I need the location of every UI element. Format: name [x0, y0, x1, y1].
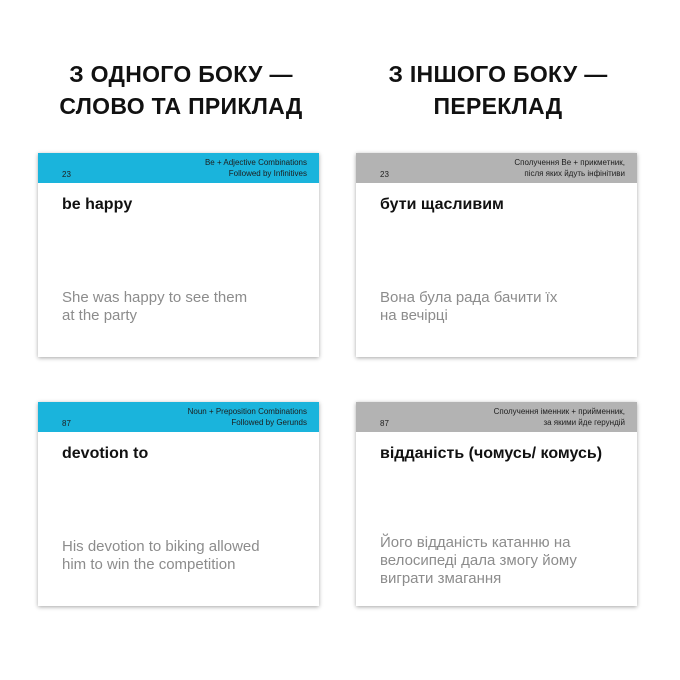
title-line: З ІНШОГО БОКУ — [388, 61, 608, 87]
card-header [356, 402, 637, 432]
card-category-line: за якими йде герундій [543, 418, 625, 427]
card-word: be happy [62, 196, 133, 213]
card-example-line: at the party [62, 307, 138, 324]
card-header [356, 153, 637, 183]
card-category [425, 406, 625, 428]
card-example-line: велосипеді дала змогу йому [380, 552, 577, 569]
card-example-line: на вечірці [380, 307, 448, 324]
card-example-line: him to win the competition [62, 556, 236, 573]
flashcard-english-be-happy [38, 153, 319, 357]
card-category [107, 406, 307, 428]
card-word: devotion to [62, 445, 149, 462]
card-category-line: Followed by Infinitives [228, 169, 307, 178]
title-translation [348, 58, 648, 122]
card-number: 23 [380, 170, 389, 179]
card-example-line: Його відданість катанню на [380, 534, 571, 551]
card-example [62, 538, 307, 574]
card-example [380, 534, 625, 588]
card-example [380, 289, 625, 325]
card-category-line: після яких йдуть інфінітиви [524, 169, 625, 178]
title-line: З ОДНОГО БОКУ — [69, 61, 293, 87]
title-line: ПЕРЕКЛАД [433, 93, 563, 119]
card-example-line: Вона була рада бачити їх [380, 289, 558, 306]
card-category-line: Be + Adjective Combinations [204, 158, 307, 167]
card-header [38, 153, 319, 183]
card-number: 87 [62, 419, 71, 428]
card-number: 23 [62, 170, 71, 179]
card-example-line: His devotion to biking allowed [62, 538, 260, 555]
flashcard-translation-be-happy [356, 153, 637, 357]
card-example-line: виграти змагання [380, 570, 502, 587]
card-word: бути щасливим [380, 196, 504, 213]
title-line: СЛОВО ТА ПРИКЛАД [59, 93, 303, 119]
card-category-line: Followed by Gerunds [231, 418, 307, 427]
title-word-and-example [31, 58, 331, 122]
card-category-line: Сполучення Be + прикметник, [514, 158, 625, 167]
card-category-line: Noun + Preposition Combinations [187, 407, 307, 416]
card-word: відданість (чомусь/ комусь) [380, 445, 603, 462]
card-example [62, 289, 307, 325]
card-header [38, 402, 319, 432]
card-category-line: Сполучення іменник + прийменник, [493, 407, 625, 416]
card-category [107, 157, 307, 179]
card-category [425, 157, 625, 179]
flashcard-translation-devotion-to [356, 402, 637, 606]
flashcard-english-devotion-to [38, 402, 319, 606]
card-number: 87 [380, 419, 389, 428]
card-example-line: She was happy to see them [62, 289, 248, 306]
